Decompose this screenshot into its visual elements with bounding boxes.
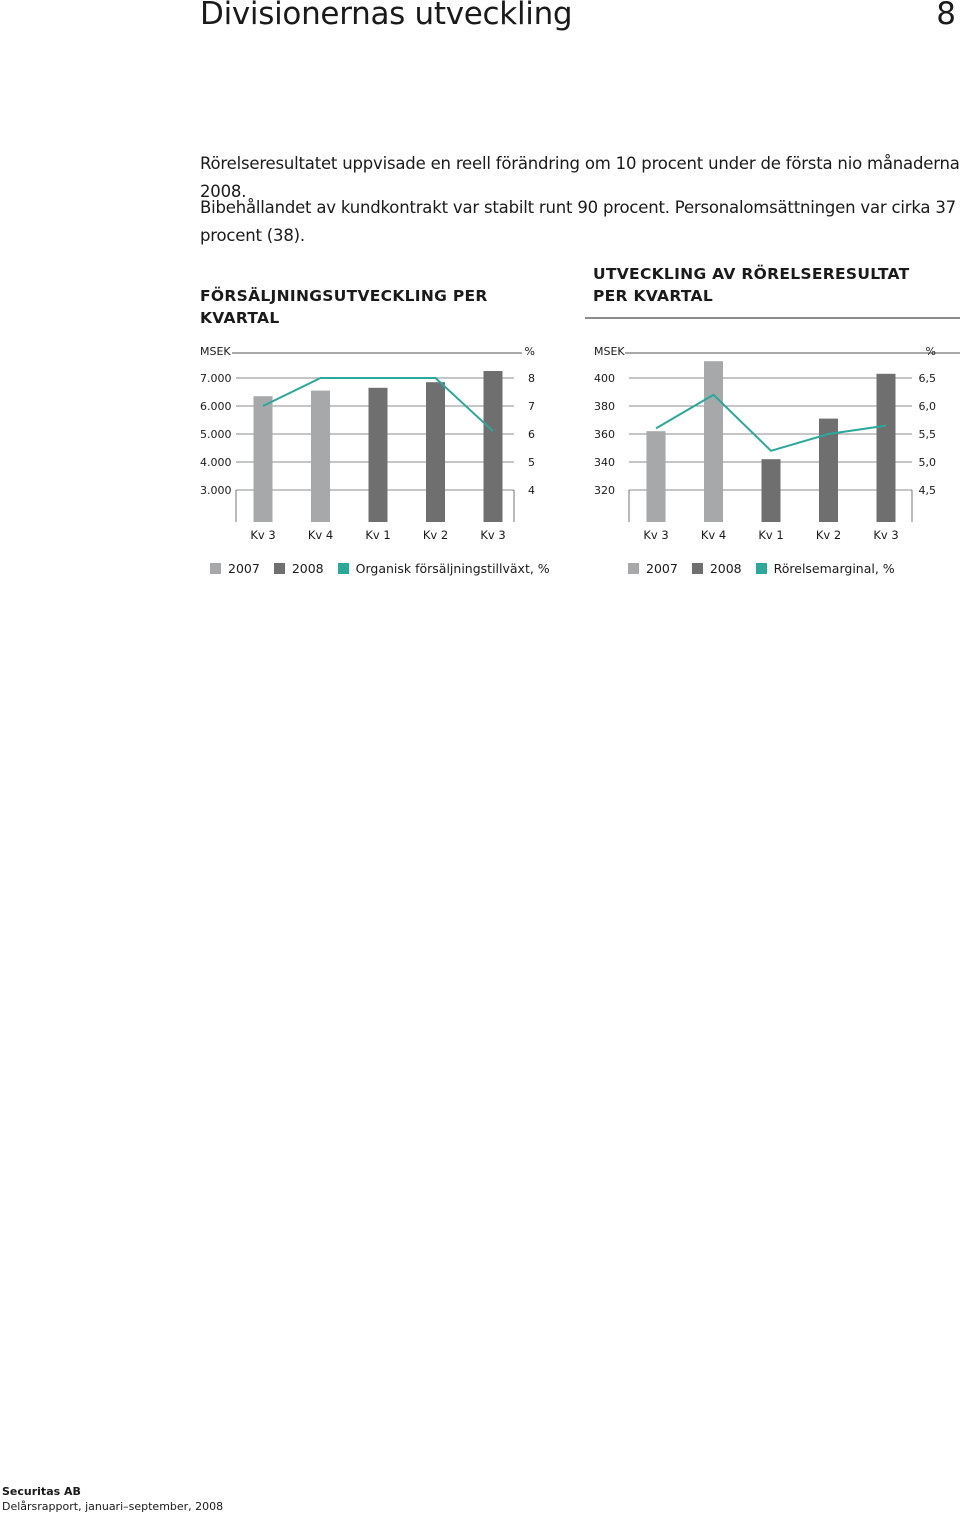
legend-swatch-2007 xyxy=(628,563,639,574)
footer-report: Delårsrapport, januari–september, 2008 xyxy=(2,1500,224,1513)
operating-result-chart xyxy=(585,310,960,550)
x-tick-label: Kv 3 xyxy=(250,528,276,542)
legend-label-2007: 2007 xyxy=(646,561,678,576)
left-tick-label: 320 xyxy=(594,484,615,497)
bar-2008 xyxy=(426,382,445,522)
bar-2007 xyxy=(311,391,330,522)
chart-title-sales: FÖRSÄLJNINGSUTVECKLING PER KVARTAL xyxy=(200,287,488,327)
bar-2008 xyxy=(762,459,781,522)
x-tick-label: Kv 1 xyxy=(758,528,784,542)
paragraph-operating-result: Rörelseresultatet uppvisade en reell förändring om 10 procent under de första nio månaderna 2008. xyxy=(200,154,960,201)
legend-label-line: Rörelsemarginal, % xyxy=(773,561,895,576)
right-tick-label: 4,5 xyxy=(918,484,936,497)
right-tick-label: 6,0 xyxy=(918,400,936,413)
left-tick-label: 7.000 xyxy=(200,372,232,385)
legend-label-line: Organisk försäljningstillväxt, % xyxy=(355,561,550,576)
left-tick-label: 380 xyxy=(594,400,615,413)
legend-item-2007 xyxy=(210,561,260,576)
legend-label-2008: 2008 xyxy=(291,561,324,576)
page-title: Divisionernas utveckling xyxy=(200,0,573,32)
chart-title-operating-result: UTVECKLING AV RÖRELSERESULTAT PER KVARTAL xyxy=(593,265,910,305)
paragraph-retention: Bibehållandet av kundkontrakt var stabilt runt 90 procent. Personalomsättningen var cirka 37 procent (38). xyxy=(200,198,956,245)
x-tick-label: Kv 3 xyxy=(873,528,899,542)
legend-item-2008 xyxy=(274,561,324,576)
legend-swatch-2008 xyxy=(692,563,703,574)
right-tick-label: 6,5 xyxy=(918,372,936,385)
left-tick-label: 3.000 xyxy=(200,484,232,497)
footer-company: Securitas AB xyxy=(2,1485,81,1498)
right-tick-label: 7 xyxy=(528,400,535,413)
right-tick-label: 6 xyxy=(528,428,535,441)
legend-item-2007 xyxy=(628,561,678,576)
legend-item-2008 xyxy=(692,561,742,576)
legend-item-line xyxy=(756,561,895,576)
right-tick-label: 4 xyxy=(528,484,535,497)
sales-chart xyxy=(192,310,552,550)
left-tick-label: 5.000 xyxy=(200,428,232,441)
right-unit-label: % xyxy=(524,345,535,358)
legend-item-line xyxy=(338,561,550,576)
operating-result-chart-legend xyxy=(628,561,909,576)
right-unit-label: % xyxy=(925,345,936,358)
x-tick-label: Kv 4 xyxy=(307,528,334,542)
right-tick-label: 5,5 xyxy=(918,428,936,441)
legend-swatch-line xyxy=(338,563,349,574)
bar-2007 xyxy=(647,431,666,522)
left-tick-label: 400 xyxy=(594,372,615,385)
page-footer xyxy=(2,1484,223,1514)
bar-2007 xyxy=(254,396,273,522)
legend-swatch-line xyxy=(756,563,767,574)
bar-2007 xyxy=(704,361,723,522)
bar-2008 xyxy=(484,371,503,522)
legend-label-2007: 2007 xyxy=(228,561,260,576)
left-tick-label: 340 xyxy=(594,456,615,469)
left-unit-label: MSEK xyxy=(200,345,231,358)
left-tick-label: 4.000 xyxy=(200,456,232,469)
x-tick-label: Kv 2 xyxy=(422,528,449,542)
right-tick-label: 5,0 xyxy=(918,456,936,469)
bar-2008 xyxy=(877,374,896,522)
bar-2008 xyxy=(369,388,388,522)
legend-swatch-2007 xyxy=(210,563,221,574)
left-tick-label: 360 xyxy=(594,428,615,441)
left-tick-label: 6.000 xyxy=(200,400,232,413)
x-tick-label: Kv 3 xyxy=(643,528,669,542)
left-unit-label: MSEK xyxy=(594,345,625,358)
series-line xyxy=(656,395,886,451)
page-number: 8 xyxy=(936,0,956,32)
legend-swatch-2008 xyxy=(274,563,285,574)
right-tick-label: 8 xyxy=(528,372,535,385)
x-tick-label: Kv 2 xyxy=(815,528,842,542)
legend-label-2008: 2008 xyxy=(709,561,742,576)
x-tick-label: Kv 1 xyxy=(365,528,391,542)
x-tick-label: Kv 4 xyxy=(700,528,727,542)
x-tick-label: Kv 3 xyxy=(480,528,506,542)
right-tick-label: 5 xyxy=(528,456,535,469)
sales-chart-legend xyxy=(210,561,564,576)
